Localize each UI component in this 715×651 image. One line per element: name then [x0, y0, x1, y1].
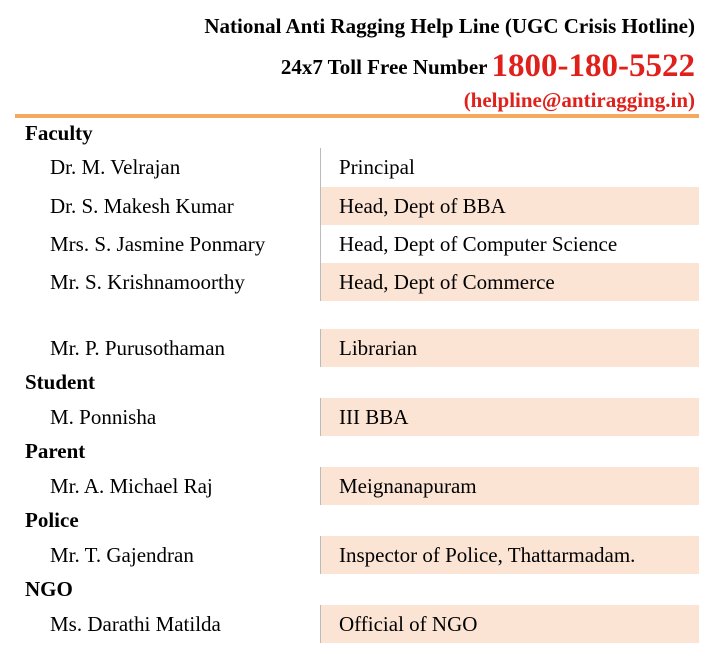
- member-row: [15, 536, 699, 574]
- member-row: [15, 398, 699, 436]
- member-row: [15, 605, 699, 643]
- member-role: Inspector of Police, Thattarmadam.: [320, 536, 699, 574]
- member-name: Mrs. S. Jasmine Ponmary: [50, 232, 266, 256]
- toll-free-line: [281, 48, 695, 85]
- committee-table: [15, 118, 699, 643]
- member-role: Meignanapuram: [320, 467, 699, 505]
- member-row: [15, 225, 699, 263]
- section-title-faculty: Faculty: [25, 121, 93, 145]
- member-role: Head, Dept of Commerce: [320, 263, 699, 301]
- section-title-student: Student: [25, 370, 96, 394]
- member-row: [15, 187, 699, 225]
- member-role: Official of NGO: [320, 605, 699, 643]
- section-title-parent: Parent: [25, 439, 86, 463]
- member-name: M. Ponnisha: [50, 405, 157, 429]
- member-role: Head, Dept of Computer Science: [320, 225, 699, 263]
- member-name: Dr. S. Makesh Kumar: [50, 194, 234, 218]
- member-name: Mr. P. Purusothaman: [50, 336, 226, 360]
- helpline-title: National Anti Ragging Help Line (UGC Crisis Hotline): [204, 14, 695, 38]
- member-role: Principal: [320, 148, 699, 187]
- member-name: Ms. Darathi Matilda: [50, 612, 221, 636]
- section-title-police: Police: [25, 508, 79, 532]
- member-name: Mr. A. Michael Raj: [50, 474, 213, 498]
- member-role: Head, Dept of BBA: [320, 187, 699, 225]
- spacer-row: [15, 301, 699, 329]
- toll-free-label: 24x7 Toll Free Number: [280, 55, 488, 79]
- member-name: Mr. T. Gajendran: [50, 543, 194, 567]
- member-name: Mr. S. Krishnamoorthy: [50, 270, 245, 294]
- member-role: III BBA: [320, 398, 699, 436]
- member-role: Librarian: [320, 329, 699, 367]
- member-row: [15, 329, 699, 367]
- member-row: [15, 263, 699, 301]
- member-row: [15, 467, 699, 505]
- helpline-email: (helpline@antiragging.in): [463, 88, 695, 112]
- section-title-ngo: NGO: [25, 577, 73, 601]
- member-name: Dr. M. Velrajan: [50, 155, 181, 179]
- member-row: [15, 148, 699, 187]
- toll-free-number: 1800-180-5522: [491, 48, 695, 84]
